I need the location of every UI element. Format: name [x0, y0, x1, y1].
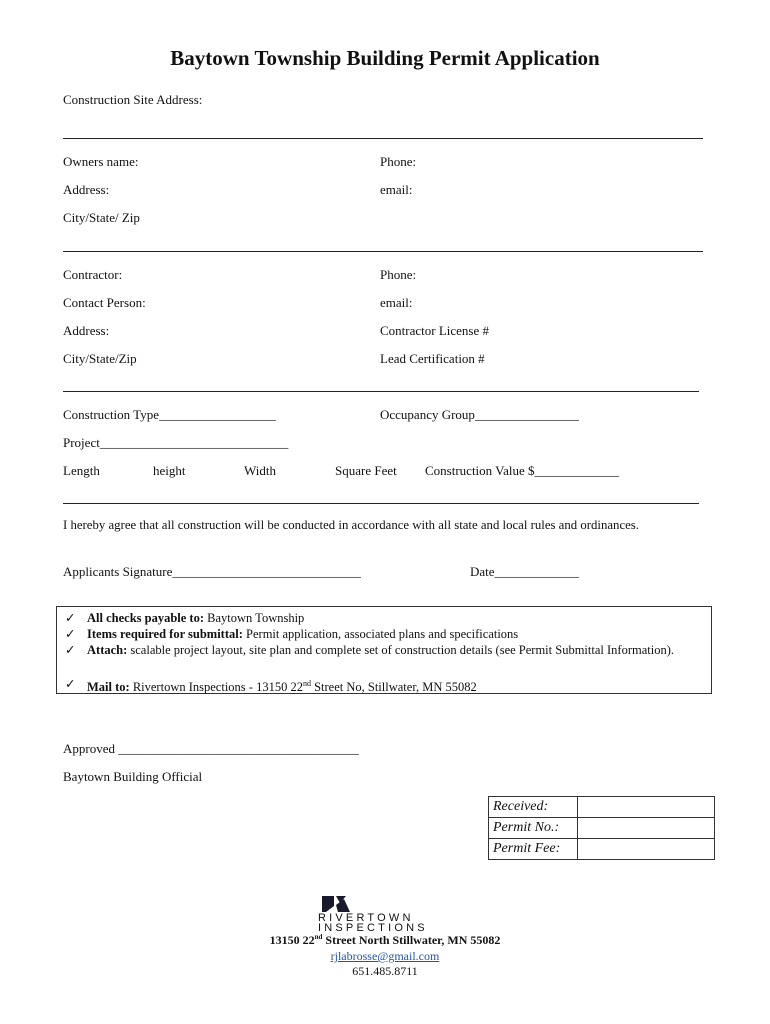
length-label: Length: [63, 463, 100, 478]
construction-type-label[interactable]: Construction Type__________________: [63, 407, 276, 422]
occupancy-group-label[interactable]: Occupancy Group________________: [380, 407, 579, 422]
permit-fee-field[interactable]: [578, 839, 715, 860]
received-field[interactable]: [578, 797, 715, 818]
owner-address-label: Address:: [63, 182, 110, 197]
contractor-license-label: Contractor License #: [380, 323, 490, 338]
submittal-checklist: [56, 606, 712, 694]
project-label[interactable]: Project_____________________________: [63, 435, 289, 450]
contractor-address-label: Address:: [63, 323, 110, 338]
building-official-label: Baytown Building Official: [63, 769, 203, 784]
table-row: [489, 797, 715, 818]
owner-name-label: Owners name:: [63, 154, 139, 169]
check-icon: ✓: [65, 627, 76, 641]
site-address-line[interactable]: [63, 138, 703, 139]
check-icon: ✓: [65, 611, 76, 625]
page-title: Baytown Township Building Permit Application: [170, 46, 600, 70]
height-label: height: [153, 463, 186, 478]
site-address-label: Construction Site Address:: [63, 92, 203, 107]
checklist-item-mail: ✓ Mail to: Rivertown Inspections - 13150 22nd Street No, Stillwater, MN 55082: [65, 677, 477, 695]
office-use-table: [488, 796, 715, 860]
checklist-item-payable: ✓ All checks payable to: Baytown Township: [65, 611, 305, 625]
permit-fee-label: Permit Fee:: [489, 839, 578, 860]
footer-phone: 651.485.8711: [352, 964, 418, 978]
permit-no-field[interactable]: [578, 818, 715, 839]
footer-address: 13150 22nd Street North Stillwater, MN 55082: [269, 933, 501, 947]
owner-section-divider: [63, 251, 703, 252]
check-icon: ✓: [65, 643, 76, 657]
footer-email-wrap: [0, 949, 770, 964]
table-row: [489, 818, 715, 839]
footer-email-link[interactable]: rjlabrosse@gmail.com: [330, 949, 440, 963]
contractor-label: Contractor:: [63, 267, 123, 282]
table-row: [489, 839, 715, 860]
checklist-item-required: ✓ Items required for submittal: Permit application, associated plans and specifications: [65, 627, 519, 641]
owner-phone-label: Phone:: [380, 154, 417, 169]
rivertown-logo-icon: [322, 896, 352, 912]
square-feet-label: Square Feet: [335, 463, 397, 478]
applicant-signature-label[interactable]: Applicants Signature_____________________________: [63, 564, 361, 579]
contractor-section-divider: [63, 391, 699, 392]
logo-line1: RIVERTOWN: [318, 912, 414, 924]
check-icon: ✓: [65, 677, 76, 691]
signature-date-label[interactable]: Date_____________: [470, 564, 580, 579]
logo-line2: INSPECTIONS: [318, 922, 428, 934]
construction-section-divider: [63, 503, 699, 504]
owner-city-label: City/State/ Zip: [63, 210, 140, 225]
width-label: Width: [244, 463, 276, 478]
lead-certification-label: Lead Certification #: [380, 351, 485, 366]
approved-label[interactable]: Approved _____________________________________: [63, 741, 359, 756]
construction-value-label[interactable]: Construction Value $_____________: [425, 463, 620, 478]
agreement-text: I hereby agree that all construction will be conducted in accordance with all state and local rules and ordinances.: [63, 518, 639, 532]
checklist-item-attach: ✓ Attach: scalable project layout, site plan and complete set of construction details (see Permit Submittal Information).: [65, 643, 674, 657]
contractor-phone-label: Phone:: [380, 267, 417, 282]
contact-person-label: Contact Person:: [63, 295, 146, 310]
owner-email-label: email:: [380, 182, 413, 197]
contractor-city-label: City/State/Zip: [63, 351, 137, 366]
contractor-email-label: email:: [380, 295, 413, 310]
received-label: Received:: [489, 797, 578, 818]
permit-no-label: Permit No.:: [489, 818, 578, 839]
